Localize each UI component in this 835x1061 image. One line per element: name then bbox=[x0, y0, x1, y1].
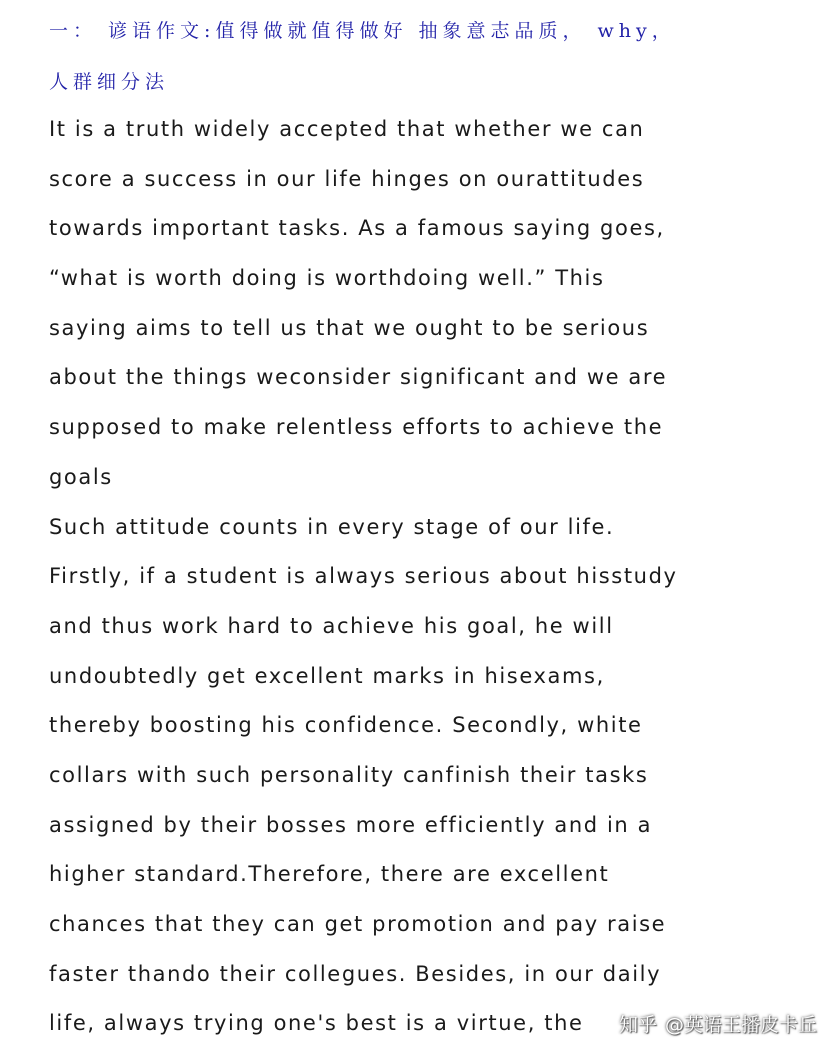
watermark-handle: @英语王播皮卡丘 bbox=[664, 1014, 817, 1036]
zhihu-watermark bbox=[611, 1010, 817, 1037]
body-line: It is a truth widely accepted that whether we can bbox=[49, 117, 645, 141]
essay-topic-heading: 一： 谚语作文:值得做就值得做好 抽象意志品质， why， bbox=[49, 20, 676, 42]
body-line: “what is worth doing is worthdoing well.” This bbox=[49, 266, 605, 291]
body-line: higher standard.Therefore, there are excellent bbox=[49, 862, 610, 887]
body-line: score a success in our life hinges on ourattitudes bbox=[49, 166, 645, 191]
body-line: goals bbox=[49, 464, 113, 489]
body-line: towards important tasks. As a famous saying goes, bbox=[49, 216, 665, 241]
body-line: faster thando their collegues. Besides, in our daily bbox=[49, 961, 662, 986]
body-line: thereby boosting his confidence. Secondly, white bbox=[49, 713, 643, 738]
essay-method-heading: 人群细分法 bbox=[49, 71, 170, 93]
body-line: life, always trying one's best is a virtue, the bbox=[49, 1011, 584, 1036]
body-line: about the things weconsider significant and we are bbox=[49, 365, 668, 390]
body-line: Such attitude counts in every stage of our life. bbox=[49, 514, 615, 539]
body-line: and thus work hard to achieve his goal, he will bbox=[49, 613, 614, 638]
body-line: collars with such personality canfinish their tasks bbox=[49, 762, 649, 787]
essay-body bbox=[49, 105, 819, 1049]
body-line: supposed to make relentless efforts to achieve the bbox=[49, 415, 664, 440]
body-line: saying aims to tell us that we ought to be serious bbox=[49, 315, 650, 340]
body-line: Firstly, if a student is always serious about hisstudy bbox=[49, 564, 678, 589]
body-line: undoubtedly get excellent marks in hisexams, bbox=[49, 663, 605, 688]
body-line: assigned by their bosses more efficiently and in a bbox=[49, 812, 653, 837]
body-line: chances that they can get promotion and pay raise bbox=[49, 912, 667, 936]
watermark-site: 知乎 bbox=[618, 1014, 657, 1036]
